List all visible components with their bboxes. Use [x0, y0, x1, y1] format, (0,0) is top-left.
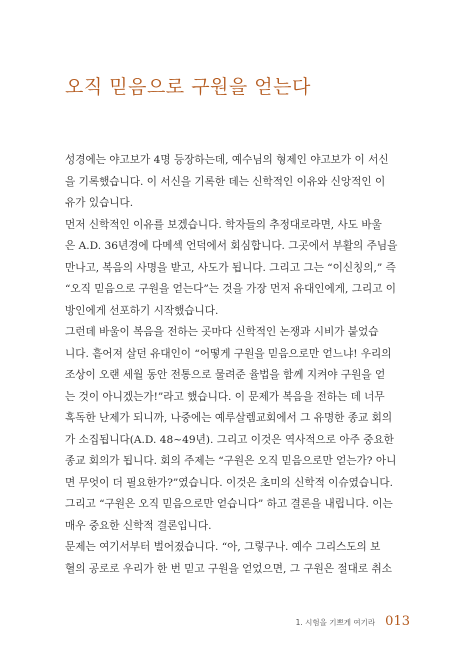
text-line: 가 소집됩니다(A.D. 48~49년). 그리고 이것은 역사적으로 아주 중요한	[65, 433, 394, 446]
page-number: 013	[385, 614, 410, 629]
text-line: 니다. 흩어져 살던 유대인이 “어떻게 구원을 믿음으로만 얻느냐! 우리의	[65, 347, 392, 360]
text-line: 성경에는 야고보가 4명 등장하는데, 예수님의 형제인 야고보가 이 서신	[65, 154, 389, 166]
text-line: 혈의 공로로 우리가 한 번 믿고 구원을 얻었으면, 그 구원은 절대로 취소	[65, 562, 392, 575]
text-line: 종교 회의가 됩니다. 회의 주제는 “구원은 오직 믿음으로만 얻는가? 아니	[65, 455, 397, 467]
text-line: 면 무엇이 더 필요한가?”였습니다. 이것은 초미의 신학적 이슈였습니다.	[65, 476, 393, 489]
text-line: 혹독한 난제가 되니까, 나중에는 예루살렘교회에서 그 유명한 종교 회의	[65, 412, 393, 424]
paragraph	[65, 150, 411, 215]
text-line: 조상이 오랜 세월 동안 전통으로 물려준 율법을 함께 지켜야 구원을 얻	[65, 369, 386, 381]
text-line: 만나고, 복음의 사명을 받고, 사도가 됩니다. 그리고 그는 “이신칭의,” 즉	[65, 261, 396, 274]
text-line: 먼저 신학적인 이유를 보겠습니다. 학자들의 추정대로라면, 사도 바울	[65, 218, 382, 231]
text-line: 을 기록했습니다. 이 서신을 기록한 데는 신학적인 이유와 신앙적인 이	[65, 175, 386, 188]
paragraph	[65, 537, 411, 580]
text-line: 은 A.D. 36년경에 다메섹 언덕에서 회심합니다. 그곳에서 부활의 주님을	[65, 240, 398, 252]
section-title: 오직 믿음으로 구원을 얻는다	[65, 76, 311, 98]
text-line: 방인에게 선포하기 시작했습니다.	[65, 304, 219, 317]
text-line: 그런데 바울이 복음을 전하는 곳마다 신학적인 논쟁과 시비가 붙었습	[65, 326, 379, 338]
text-line: 는 것이 아니겠는가!”라고 했습니다. 이 문제가 복음을 전하는 데 너무	[65, 390, 385, 403]
running-title: 1. 시험을 기쁘게 여기라	[295, 618, 376, 627]
text-line: 매우 중요한 신학적 결론입니다.	[65, 519, 212, 532]
paragraph	[65, 215, 411, 323]
page-footer	[270, 610, 410, 629]
text-line: 그리고 “구원은 오직 믿음으로만 얻습니다” 하고 결론을 내립니다. 이는	[65, 498, 393, 510]
body-text	[65, 150, 411, 580]
text-line: 문제는 여기서부터 벌어졌습니다. “아, 그렇구나. 예수 그리스도의 보	[65, 541, 381, 553]
text-line: “오직 믿음으로 구원을 얻는다”는 것을 가장 먼저 유대인에게, 그리고 이	[65, 283, 397, 295]
text-line: 유가 있습니다.	[65, 197, 134, 209]
paragraph	[65, 322, 411, 537]
